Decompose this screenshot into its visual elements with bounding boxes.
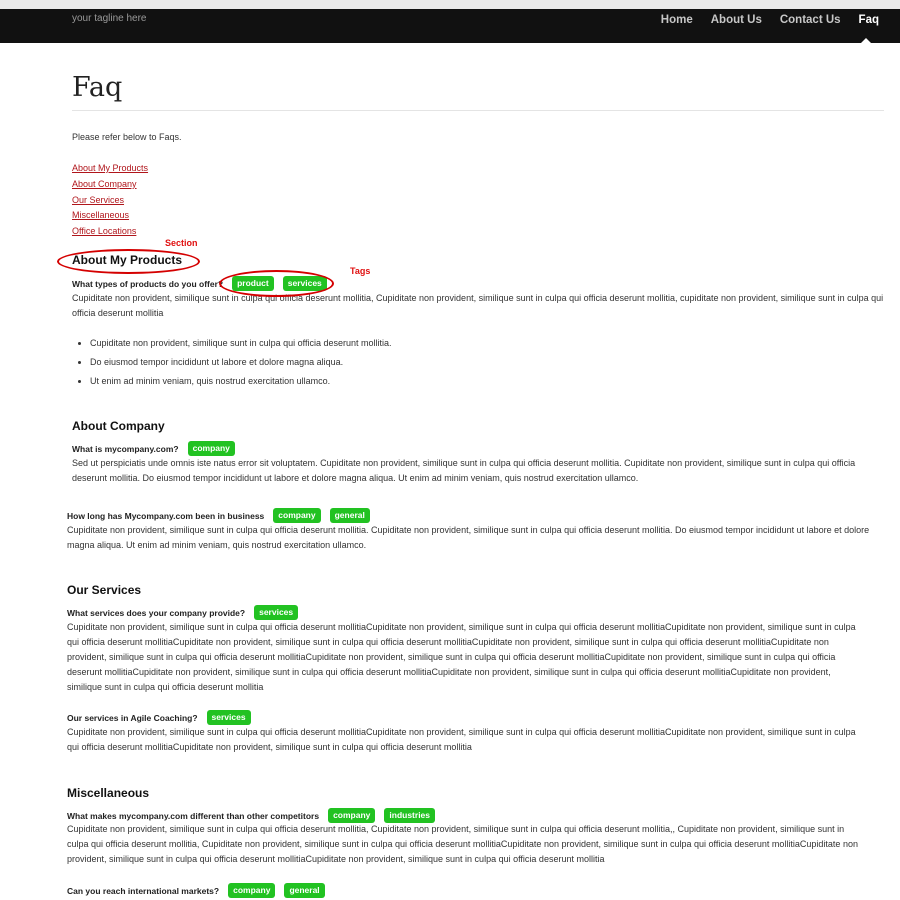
faq-question xyxy=(67,808,435,823)
tag-badge[interactable]: services xyxy=(254,605,298,620)
nav-contact-us-link[interactable]: Contact Us xyxy=(779,14,841,26)
section-title-about-my-products: About My Products xyxy=(72,253,182,267)
faq-answer: Sed ut perspiciatis unde omnis iste natus error sit voluptatem. Cupiditate non provident, similique sunt in culpa qui officia deserunt mollitia. Cupiditate non provident, similique sunt in culpa qui officia deserunt mollitia. Do eiusmod tempor incididunt ut labore et dolore magna aliqua. Ut enim ad minim veniam, quis nostrud exercitation ullamco. xyxy=(72,458,856,483)
annotation-tags-label: Tags xyxy=(350,266,371,276)
tag-badge[interactable]: product xyxy=(232,276,274,291)
faq-question-text: What makes mycompany.com different than other competitors xyxy=(67,810,320,821)
nav-faq-link[interactable] xyxy=(850,9,900,43)
toc-link-our-services[interactable]: Our Services xyxy=(72,194,125,205)
section-title-miscellaneous: Miscellaneous xyxy=(67,786,150,800)
tag-badge[interactable]: company xyxy=(228,883,275,898)
faq-question xyxy=(67,605,298,620)
section-title-our-services: Our Services xyxy=(67,583,142,597)
tag-badge[interactable]: industries xyxy=(384,808,435,823)
faq-answer: Cupiditate non provident, similique sunt in culpa qui officia deserunt mollitia, Cupiditate non provident, similique sunt in culpa qui officia deserunt mollitia, cupiditate non provident, similique sunt in culpa qui officia deserunt mollitia xyxy=(72,293,884,318)
faq-answer: Cupiditate non provident, similique sunt in culpa qui officia deserunt mollitiaCupiditate non provident, similique sunt in culpa qui officia deserunt mollitiaCupiditate non provident, similique sunt in culpa qui officia deserunt mollitiaCupiditate non provident, similique sunt in culpa qui officia deserunt mollitia xyxy=(67,727,856,752)
faq-table-of-contents xyxy=(72,161,148,240)
faq-question-text: What services does your company provide? xyxy=(67,607,246,618)
tag-badge[interactable]: company xyxy=(328,808,375,823)
nav-faq-label: Faq xyxy=(858,14,879,26)
faq-question-text: Our services in Agile Coaching? xyxy=(67,712,198,723)
faq-question xyxy=(72,441,235,456)
tag-badge[interactable]: general xyxy=(284,883,324,898)
toc-link-about-company[interactable]: About Company xyxy=(72,178,137,189)
main-nav xyxy=(652,9,900,43)
active-caret-icon xyxy=(861,38,871,43)
section-title-about-company: About Company xyxy=(72,419,165,433)
list-item: • Do eiusmod tempor incididunt ut labore et dolore magna aliqua. xyxy=(90,353,392,372)
tag-badge[interactable]: services xyxy=(207,710,251,725)
faq-question xyxy=(67,883,325,898)
faq-bullet-list xyxy=(72,334,392,391)
page-title: Faq xyxy=(72,72,123,103)
title-divider xyxy=(72,110,884,111)
annotation-section-label: Section xyxy=(165,238,198,248)
faq-question-text: What is mycompany.com? xyxy=(72,443,179,454)
tag-badge[interactable]: company xyxy=(188,441,235,456)
faq-question-text: Can you reach international markets? xyxy=(67,885,220,896)
faq-question xyxy=(67,508,370,523)
list-item: • Ut enim ad minim veniam, quis nostrud exercitation ullamco. xyxy=(90,372,392,391)
faq-question xyxy=(67,710,251,725)
nav-home-link[interactable]: Home xyxy=(660,14,693,26)
nav-about-us-link[interactable]: About Us xyxy=(710,14,762,26)
annotation-section-oval xyxy=(57,249,200,274)
faq-answer: Cupiditate non provident, similique sunt in culpa qui officia deserunt mollitiaCupiditate non provident, similique sunt in culpa qui officia deserunt mollitiaCupiditate non provident, similique sunt in culpa qui officia deserunt mollitiaCupiditate non provident, similique sunt in culpa qui officia deserunt mollitiaCupiditate non provident, similique sunt in culpa qui officia deserunt mollitiaCupiditate non provident, similique sunt in culpa qui officia deserunt mollitiaCupiditate non provident, similique sunt in culpa qui officia deserunt mollitiaCupiditate non provident, similique sunt in culpa qui officia deserunt mollitiaCupiditate non provident, similique sunt in culpa qui officia deserunt mollitiaCupiditate non provident, similique sunt in culpa qui officia deserunt mollitiaCupiditate non provident, similique sunt in culpa qui officia deserunt mollitia xyxy=(67,622,856,692)
top-navbar xyxy=(0,9,900,43)
list-item: • Cupiditate non provident, similique sunt in culpa qui officia deserunt mollitia. xyxy=(90,334,392,353)
toc-link-about-my-products[interactable]: About My Products xyxy=(72,163,149,173)
tag-badge[interactable]: general xyxy=(330,508,370,523)
intro-text: Please refer below to Faqs. xyxy=(72,132,182,142)
site-tagline: your tagline here xyxy=(72,13,147,24)
faq-answer: Cupiditate non provident, similique sunt in culpa qui officia deserunt mollitia, Cupiditate non provident, similique sunt in culpa qui officia deserunt mollitia,, Cupiditate non provident, similique sunt in culpa qui officia deserunt mollitia, Cupiditate non provident, similique sunt in culpa qui officia deserunt mollitiaCupiditate non provident, similique sunt in culpa qui officia deserunt mollitiaCupiditate non provident, similique sunt in culpa qui officia deserunt mollitiaCupiditate non provident, similique sunt in culpa qui officia deserunt mollitia xyxy=(67,824,858,864)
tag-badge[interactable]: company xyxy=(273,508,320,523)
toc-link-office-locations[interactable]: Office Locations xyxy=(72,226,137,236)
toc-link-miscellaneous[interactable]: Miscellaneous xyxy=(72,210,130,221)
annotation-tags-oval xyxy=(219,270,334,297)
faq-question-text: What types of products do you offer? xyxy=(72,278,224,289)
tag-badge[interactable]: services xyxy=(283,276,327,291)
faq-answer: Cupiditate non provident, similique sunt in culpa qui officia deserunt mollitia. Cupiditate non provident, similique sunt in culpa qui officia deserunt mollitia. Do eiusmod tempor incididunt ut labore et dolore magna aliqua. Ut enim ad minim veniam, quis nostrud exercitation ullamco. xyxy=(67,525,870,550)
faq-question-text: How long has Mycompany.com been in business xyxy=(67,510,265,521)
